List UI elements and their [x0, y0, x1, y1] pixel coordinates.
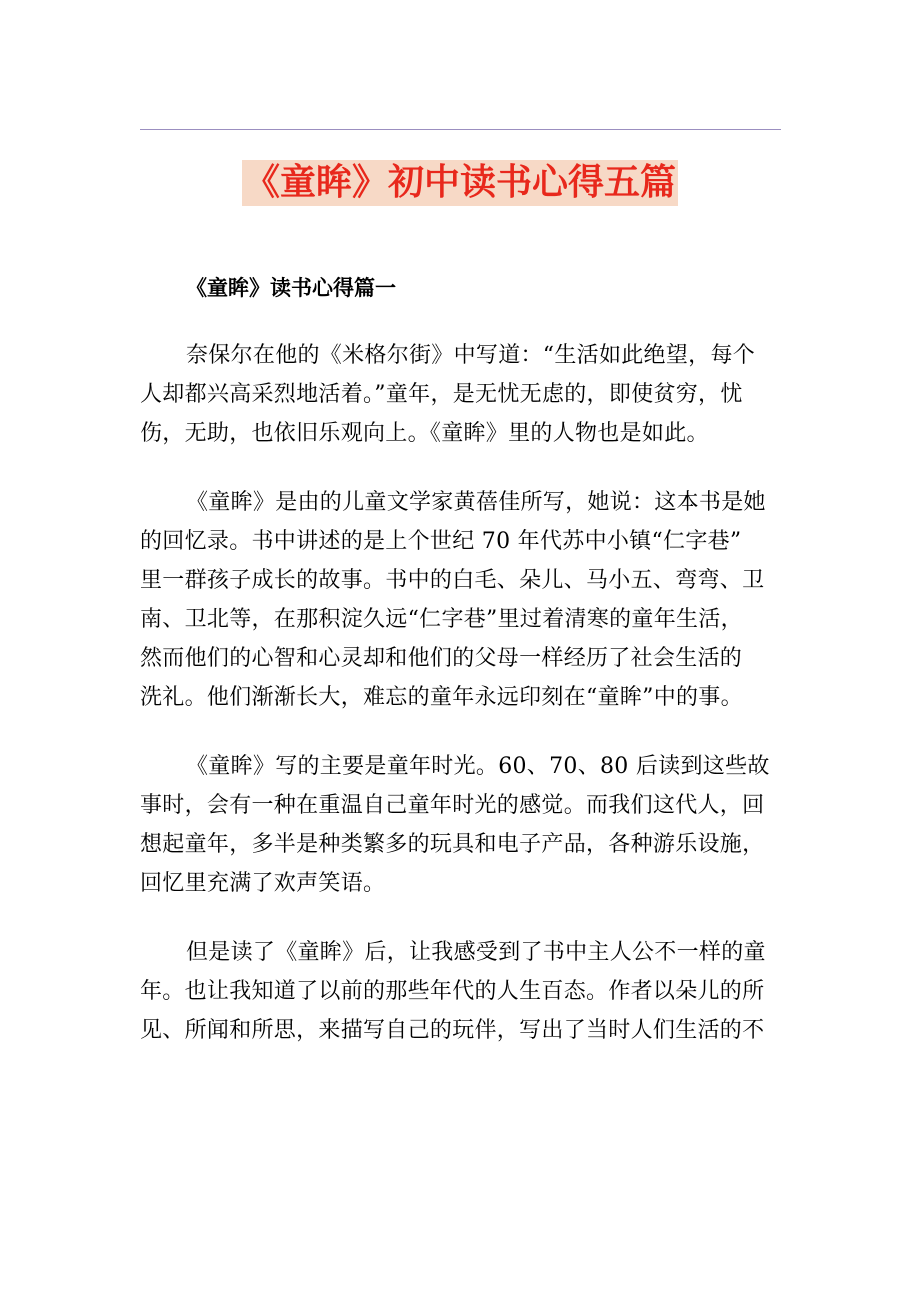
document-title: 《童眸》初中读书心得五篇: [242, 160, 678, 206]
paragraph: [140, 336, 782, 453]
paragraph: [140, 933, 782, 1050]
text-line: 的回忆录。书中讲述的是上个世纪 70 年代苏中小镇“仁字巷”: [140, 529, 742, 554]
paragraph: [140, 483, 782, 717]
text-line: 然而他们的心智和心灵却和他们的父母一样经历了社会生活的: [140, 646, 743, 671]
title-container: [0, 160, 920, 206]
document-body: [140, 336, 782, 1080]
header-rule: [140, 129, 781, 130]
section-heading: 《童眸》读书心得篇一: [186, 275, 396, 300]
text-line: 里一群孩子成长的故事。书中的白毛、朵儿、马小五、弯弯、卫: [140, 568, 765, 593]
text-line: 但是读了《童眸》后，让我感受到了书中主人公不一样的童: [186, 940, 766, 965]
paragraph: [140, 747, 782, 903]
text-line: 伤，无助，也依旧乐观向上。《童眸》里的人物也是如此。: [140, 421, 709, 446]
text-line: 回忆里充满了欢声笑语。: [140, 871, 386, 896]
text-line: 年。也让我知道了以前的那些年代的人生百态。作者以朵儿的所: [140, 979, 765, 1004]
text-line: 想起童年，多半是种类繁多的玩具和电子产品，各种游乐设施，: [140, 832, 765, 857]
text-line: 《童眸》写的主要是童年时光。60、70、80 后读到这些故: [186, 754, 770, 779]
text-line: 见、所闻和所思，来描写自己的玩伴，写出了当时人们生活的不: [140, 1018, 765, 1043]
text-line: 奈保尔在他的《米格尔街》中写道：“生活如此绝望，每个: [186, 343, 756, 368]
text-line: 南、卫北等，在那积淀久远“仁字巷”里过着清寒的童年生活，: [140, 607, 743, 632]
text-line: 洗礼。他们渐渐长大，难忘的童年永远印刻在“童眸”中的事。: [140, 685, 743, 710]
text-line: 《童眸》是由的儿童文学家黄蓓佳所写，她说：这本书是她: [186, 490, 766, 515]
text-line: 人却都兴高采烈地活着。”童年，是无忧无虑的，即使贫穷，忧: [140, 382, 743, 407]
text-line: 事时，会有一种在重温自己童年时光的感觉。而我们这代人，回: [140, 793, 765, 818]
